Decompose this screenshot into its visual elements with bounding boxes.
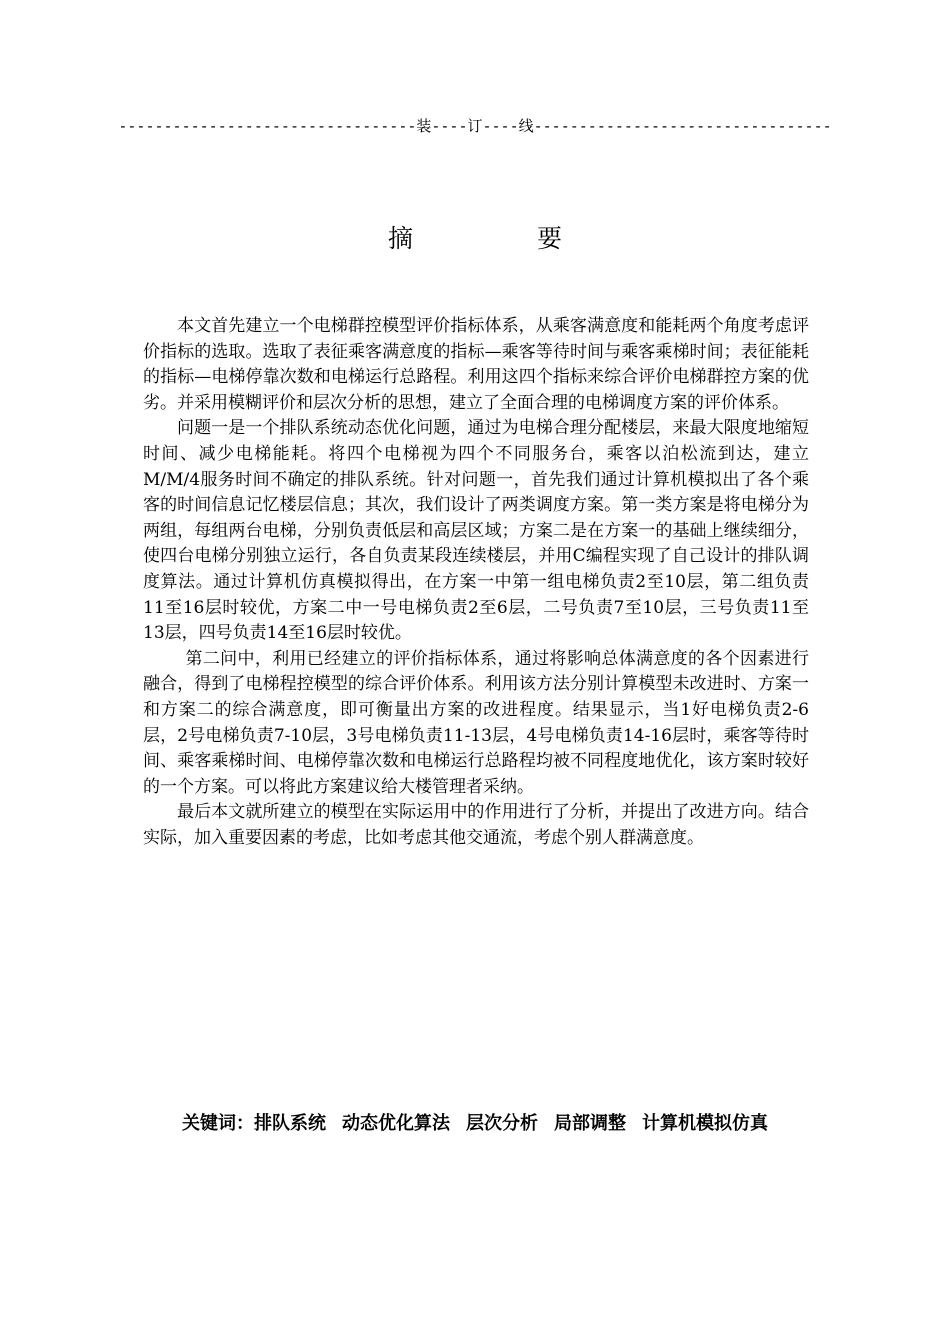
abstract-paragraph-4: 最后本文就所建立的模型在实际运用中的作用进行了分析，并提出了改进方向。结合实际，加入重要因素的考虑，比如考虑其他交通流，考虑个别人群满意度。 (143, 802, 809, 848)
abstract-paragraph-1: 本文首先建立一个电梯群控模型评价指标体系，从乘客满意度和能耗两个角度考虑评价指标的选取。选取了表征乘客满意度的指标—乘客等待时间与乘客乘梯时间；表征能耗的指标—电梯停靠次数和电梯运行总路程。利用这四个指标来综合评价电梯群控方案的优劣。并采用模糊评价和层次分析的思想，建立了全面合理的电梯调度方案的评价体系。 (143, 316, 809, 413)
title-char-2: 要 (537, 224, 563, 253)
keyword-item: 局部调整 (554, 1113, 626, 1134)
abstract-paragraph-3: 第二问中，利用已经建立的评价指标体系，通过将影响总体满意度的各个因素进行融合，得到了电梯程控模型的综合评价体系。利用该方法分别计算模型未改进时、方案一和方案二的综合满意度，即可衡量出方案的改进程度。结果显示，当1好电梯负责2-6层，2号电梯负责7-10层，3号电梯负责11-13层，4号电梯负责14-16层时，乘客等待时间、乘客乘梯时间、电梯停靠次数和电梯运行总路程均被不同程度地优化，该方案时较好的一个方案。可以将此方案建议给大楼管理者采纳。 (143, 648, 809, 797)
title-char-1: 摘 (387, 224, 413, 253)
keywords-label: 关键词： (182, 1113, 254, 1134)
keyword-item: 计算机模拟仿真 (642, 1113, 768, 1134)
keyword-item: 排队系统 (254, 1113, 326, 1134)
binding-line: ---------------------------------装----订----线--------------------------------- (118, 117, 832, 135)
abstract-paragraph-2: 问题一是一个排队系统动态优化问题，通过为电梯合理分配楼层，来最大限度地缩短时间、减少电梯能耗。将四个电梯视为四个不同服务台，乘客以泊松流到达，建立M/M/4服务时间不确定的排队系统。针对问题一，首先我们通过计算机模拟出了各个乘客的时间信息记忆楼层信息；其次，我们设计了两类调度方案。第一类方案是将电梯分为两组，每组两台电梯，分别负责低层和高层区域；方案二是在方案一的基础上继续细分，使四台电梯分别独立运行，各自负责某段连续楼层，并用C编程实现了自己设计的排队调度算法。通过计算机仿真模拟得出，在方案一中第一组电梯负责2至10层，第二组负责11至16层时较优，方案二中一号电梯负责2至6层，二号负责7至10层，三号负责11至13层，四号负责14至16层时较优。 (143, 418, 809, 644)
keywords-line (0, 1111, 950, 1137)
keyword-item: 层次分析 (466, 1113, 538, 1134)
page-title (0, 222, 950, 256)
keyword-item: 动态优化算法 (342, 1113, 450, 1134)
abstract-body (143, 314, 809, 851)
